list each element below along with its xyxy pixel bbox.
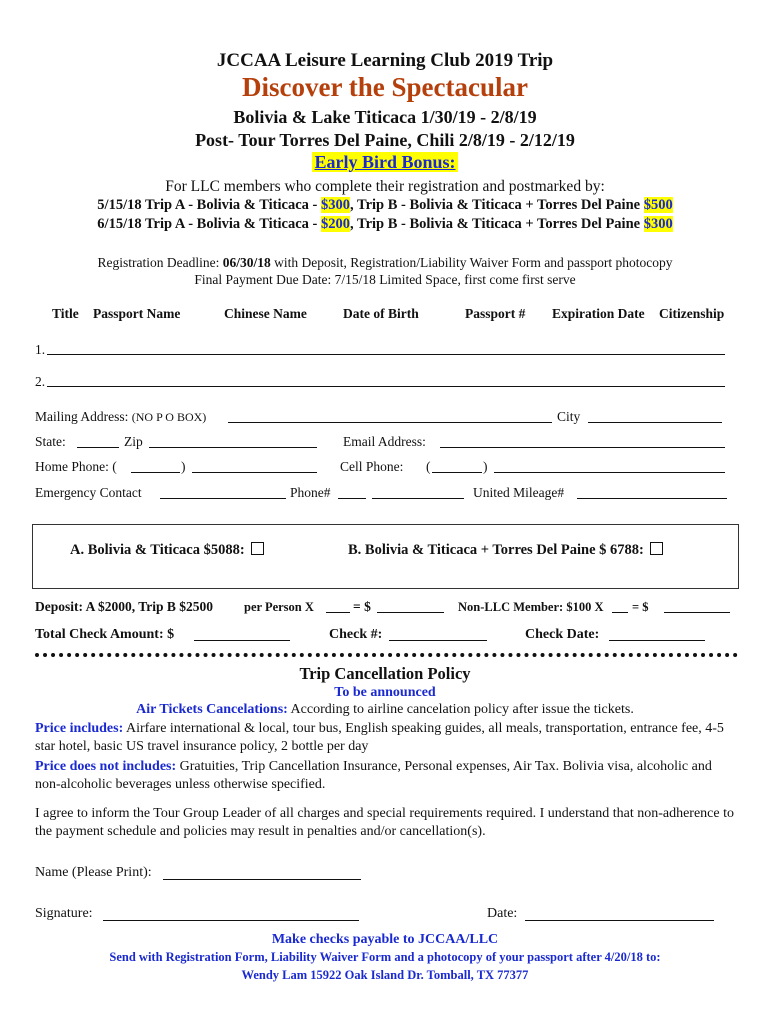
date-field[interactable] (525, 920, 714, 921)
bonus-line-1-b: $500 (643, 197, 673, 213)
phone-label: Phone# (290, 485, 331, 500)
trip-dates: Bolivia & Lake Titicaca 1/30/19 - 2/8/19 (233, 107, 537, 127)
option-b-label: B. Bolivia & Titicaca + Torres Del Paine $ 6788: (348, 542, 644, 558)
total-check-label: Total Check Amount: $ (35, 627, 175, 642)
state-field[interactable] (77, 447, 119, 448)
to-be-announced: To be announced (334, 685, 436, 700)
state-label: State: (35, 434, 66, 449)
bonus-line-2-b: $300 (643, 216, 673, 232)
mailing-address-field[interactable] (228, 422, 552, 423)
main-title: Discover the Spectacular (242, 72, 528, 102)
check-date-label: Check Date: (525, 627, 600, 642)
col-passport-name: Passport Name (93, 306, 181, 321)
cell-phone-field[interactable] (494, 472, 725, 473)
cell-phone-paren-close: ) (483, 459, 488, 474)
check-date-field[interactable] (609, 640, 705, 641)
signature-label: Signature: (35, 906, 93, 921)
bonus-line-2-mid: , Trip B - Bolivia & Titicaca + Torres Del Paine (350, 216, 644, 232)
bonus-line-1-mid: , Trip B - Bolivia & Titicaca + Torres Del Paine (350, 197, 644, 213)
col-expiration: Expiration Date (552, 306, 645, 321)
mailing-address: Wendy Lam 15922 Oak Island Dr. Tomball, TX 77377 (241, 968, 529, 982)
checks-payable: Make checks payable to JCCAA/LLC (271, 932, 499, 947)
phone-field[interactable] (372, 498, 464, 499)
early-bird-heading (0, 152, 770, 173)
final-payment: Final Payment Due Date: 7/15/18 Limited Space, first come first serve (194, 272, 576, 287)
home-phone-field[interactable] (192, 472, 317, 473)
col-citizenship: Citizenship (659, 306, 725, 321)
united-mileage-label: United Mileage# (473, 485, 565, 500)
air-tickets-line (0, 702, 770, 718)
members-note: For LLC members who complete their registration and postmarked by: (165, 178, 605, 195)
check-number-field[interactable] (389, 640, 487, 641)
non-llc-eq: = $ (632, 600, 649, 614)
option-a-checkbox[interactable] (251, 542, 264, 555)
mailing-address-label (35, 409, 206, 425)
city-label: City (557, 409, 581, 424)
cell-phone-paren-open: ( (426, 459, 431, 474)
cell-phone-area-field[interactable] (432, 472, 482, 473)
club-title: JCCAA Leisure Learning Club 2019 Trip (216, 50, 554, 71)
non-llc-label: Non-LLC Member: $100 X (458, 600, 604, 614)
deposit-label: Deposit: A $2000, Trip B $2500 (35, 599, 214, 614)
zip-label: Zip (124, 434, 143, 449)
emergency-contact-label: Emergency Contact (35, 485, 142, 500)
bonus-line-1 (0, 197, 770, 214)
air-tickets-text: According to airline cancelation policy after issue the tickets. (287, 702, 634, 717)
row-2-label: 2. (35, 374, 46, 389)
deadline-date: 06/30/18 (222, 255, 271, 270)
name-print-label: Name (Please Print): (35, 865, 152, 880)
price-excludes (35, 758, 715, 794)
post-tour-dates: Post- Tour Torres Del Paine, Chili 2/8/19 - 2/12/19 (195, 130, 575, 150)
option-b (348, 542, 663, 559)
bonus-line-2-pre: 6/15/18 Trip A - Bolivia & Titicaca - (97, 216, 321, 232)
emergency-contact-field[interactable] (160, 498, 286, 499)
total-check-field[interactable] (194, 640, 290, 641)
name-print-field[interactable] (163, 879, 361, 880)
send-instructions: Send with Registration Form, Liability Waiver Form and a photocopy of your passport after 4/20/18 to: (109, 950, 661, 964)
phone-area-field[interactable] (338, 498, 366, 499)
check-number-label: Check #: (329, 627, 383, 642)
home-phone-paren: ) (181, 459, 186, 474)
option-b-checkbox[interactable] (650, 542, 663, 555)
bonus-line-2-a: $200 (321, 216, 350, 232)
col-passport-no: Passport # (465, 306, 526, 321)
non-llc-amount-field[interactable] (664, 612, 730, 613)
per-person-label: per Person X (244, 600, 314, 614)
united-mileage-field[interactable] (577, 498, 727, 499)
deposit-amount-field[interactable] (377, 612, 444, 613)
signature-field[interactable] (103, 920, 359, 921)
price-includes-label: Price includes: (35, 721, 124, 736)
row-1-label: 1. (35, 342, 46, 357)
home-phone-label: Home Phone: ( (35, 459, 117, 474)
email-field[interactable] (440, 447, 725, 448)
deposit-qty-field[interactable] (326, 612, 350, 613)
deadline-post: with Deposit, Registration/Liability Waiver Form and passport photocopy (270, 255, 673, 270)
city-field[interactable] (588, 422, 722, 423)
price-excludes-label: Price does not includes: (35, 759, 177, 774)
early-bird-label: Early Bird Bonus: (314, 152, 456, 172)
agreement-text: I agree to inform the Tour Group Leader of all charges and special requirements required. I understand that non-adherence to the payment schedule and policies may result in penalties and/or cancellation(s). (35, 806, 735, 839)
zip-field[interactable] (149, 447, 317, 448)
deposit-eq: = $ (353, 599, 371, 614)
bonus-line-1-a: $300 (321, 197, 350, 213)
deadline-pre: Registration Deadline: (97, 255, 223, 270)
email-label: Email Address: (343, 434, 426, 449)
row-1-field[interactable] (47, 354, 725, 355)
price-includes (35, 720, 735, 756)
option-a (70, 542, 264, 559)
row-2-field[interactable] (47, 386, 725, 387)
home-phone-area-field[interactable] (131, 472, 180, 473)
policy-title: Trip Cancellation Policy (299, 664, 471, 683)
date-label: Date: (487, 906, 518, 921)
bonus-line-1-pre: 5/15/18 Trip A - Bolivia & Titicaca - (97, 197, 321, 213)
dotted-divider (35, 653, 738, 657)
col-title: Title (52, 306, 79, 321)
price-includes-text: Airfare international & local, tour bus, English speaking guides, all meals, transportation, entrance fee, 4-5 star hotel, basic US travel insurance policy, 2 bottle per day (35, 721, 724, 754)
price-excludes-text: Gratuities, Trip Cancellation Insurance, Personal expenses, Air Tax. Bolivia visa, alcoholic and non-alcoholic beverages unless otherwise specified. (35, 759, 712, 792)
bonus-line-2 (0, 216, 770, 233)
mailing-label-text: Mailing Address: (35, 409, 132, 424)
option-a-label: A. Bolivia & Titicaca $5088: (70, 542, 245, 558)
no-po-note: (NO P O BOX) (131, 410, 207, 424)
col-date-of-birth: Date of Birth (343, 306, 419, 321)
cell-phone-label: Cell Phone: (340, 459, 404, 474)
non-llc-qty-field[interactable] (612, 612, 628, 613)
registration-deadline (0, 255, 770, 271)
col-chinese-name: Chinese Name (224, 306, 307, 321)
air-tickets-label: Air Tickets Cancelations: (136, 702, 288, 717)
